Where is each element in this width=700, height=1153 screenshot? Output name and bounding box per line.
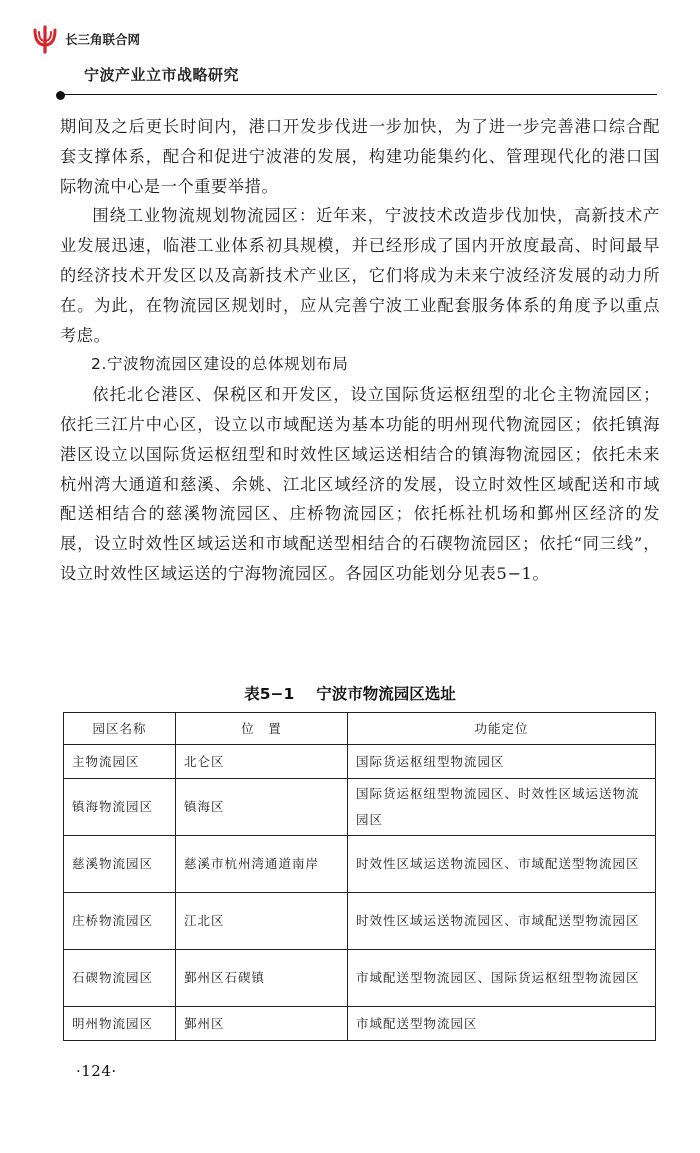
paragraph: 期间及之后更长时间内，港口开发步伐进一步加快，为了进一步完善港口综合配套支撑体系，配合和促进宁波港的发展，构建功能集约化、管理现代化的港口国际物流中心是一个重要举措。 — [60, 117, 660, 196]
table-cell: 鄞州区 — [176, 1007, 348, 1041]
site-logo-icon — [30, 24, 60, 54]
table-row — [64, 779, 656, 836]
site-logo — [30, 24, 140, 54]
table-row — [64, 950, 656, 1007]
table-cell: 国际货运枢纽型物流园区 — [348, 745, 656, 779]
table-cell: 慈溪物流园区 — [64, 836, 176, 893]
page-number: ·124· — [76, 1062, 117, 1080]
table-row — [64, 1007, 656, 1041]
table-cell: 国际货运枢纽型物流园区、时效性区域运送物流园区 — [348, 779, 656, 836]
column-header: 位 置 — [176, 713, 348, 745]
table-cell: 石碶物流园区 — [64, 950, 176, 1007]
table-caption-number: 表5−1 — [244, 685, 295, 703]
table-cell: 镇海区 — [176, 779, 348, 836]
table-cell: 慈溪市杭州湾通道南岸 — [176, 836, 348, 893]
table-cell: 北仑区 — [176, 745, 348, 779]
body-text — [60, 112, 660, 589]
table-cell: 庄桥物流园区 — [64, 893, 176, 950]
column-header: 功能定位 — [348, 713, 656, 745]
paragraph: 围绕工业物流规划物流园区：近年来，宁波技术改造步伐加快，高新技术产业发展迅速，临港工业体系初具规模，并已经形成了国内开放度最高、时间最早的经济技术开发区以及高新技术产业区，它们将成为未来宁波经济发展的动力所在。为此，在物流园区规划时，应从完善宁波工业配套服务体系的角度予以重点考虑。 — [60, 206, 660, 345]
site-logo-text: 长三角联合网 — [65, 32, 141, 47]
table-cell: 鄞州区石碶镇 — [176, 950, 348, 1007]
table-cell: 时效性区域运送物流园区、市域配送型物流园区 — [348, 836, 656, 893]
header-rule-dot — [56, 91, 65, 100]
table-row — [64, 893, 656, 950]
paragraph: 依托北仑港区、保税区和开发区，设立国际货运枢纽型的北仑主物流园区；依托三江片中心区，设立以市域配送为基本功能的明州现代物流园区；依托镇海港区设立以国际货运枢纽型和时效性区域运送相结合的镇海物流园区；依托未来杭州湾大通道和慈溪、余姚、江北区域经济的发展，设立时效性区域配送和市域配送相结合的慈溪物流园区、庄桥物流园区；依托栎社机场和鄞州区经济的发展，设立时效性区域运送和市域配送型相结合的石碶物流园区；依托“同三线”，设立时效性区域运送的宁海物流园区。各园区功能划分见表5−1。 — [60, 385, 660, 583]
running-header-title: 宁波产业立市战略研究 — [84, 66, 240, 84]
table-cell: 市域配送型物流园区、国际货运枢纽型物流园区 — [348, 950, 656, 1007]
logistics-zones-table — [63, 712, 656, 1041]
table-cell: 主物流园区 — [64, 745, 176, 779]
table-row — [64, 745, 656, 779]
section-subheading: 2.宁波物流园区建设的总体规划布局 — [91, 355, 349, 374]
table-caption — [0, 682, 700, 704]
table-caption-title: 宁波市物流园区选址 — [316, 685, 456, 703]
table-cell: 市域配送型物流园区 — [348, 1007, 656, 1041]
table-header-row — [64, 713, 656, 745]
table-row — [64, 836, 656, 893]
table-cell: 明州物流园区 — [64, 1007, 176, 1041]
table-cell: 江北区 — [176, 893, 348, 950]
header-rule — [60, 94, 657, 95]
table-cell: 时效性区域运送物流园区、市域配送型物流园区 — [348, 893, 656, 950]
table-cell: 镇海物流园区 — [64, 779, 176, 836]
column-header: 园区名称 — [64, 713, 176, 745]
